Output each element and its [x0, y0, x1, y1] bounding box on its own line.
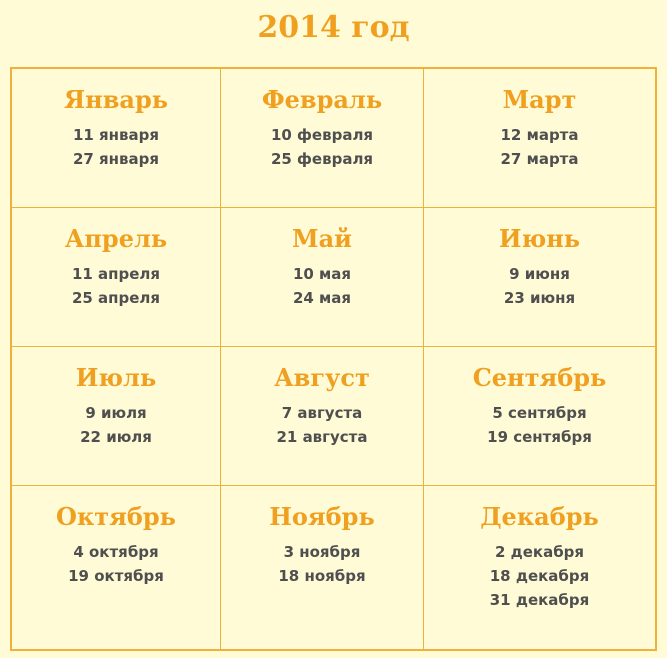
month-cell-december [424, 486, 655, 649]
date-list [221, 123, 423, 171]
date-item: 18 декабря [489, 567, 590, 585]
month-name: Апрель [64, 224, 168, 253]
date-item: 9 июля [85, 404, 147, 422]
month-cell-january [12, 69, 221, 208]
date-item: 11 января [72, 126, 160, 144]
month-name: Июль [75, 363, 157, 392]
date-item: 22 июля [80, 428, 152, 446]
month-cell-august [221, 347, 424, 486]
date-item: 18 ноября [278, 567, 366, 585]
date-item: 2 декабря [494, 543, 585, 561]
month-cell-november [221, 486, 424, 649]
date-item: 19 октября [68, 567, 164, 585]
months-grid [10, 67, 657, 651]
date-list [12, 262, 220, 310]
month-name: Июнь [498, 224, 581, 253]
date-item: 3 ноября [283, 543, 361, 561]
date-item: 23 июня [503, 289, 576, 307]
month-name: Сентябрь [472, 363, 607, 392]
month-cell-february [221, 69, 424, 208]
month-name: Октябрь [56, 502, 176, 531]
date-list [221, 401, 423, 449]
month-name: Май [292, 224, 352, 253]
date-item: 27 января [72, 150, 160, 168]
date-list [424, 123, 655, 171]
date-item: 25 апреля [71, 289, 161, 307]
month-name: Март [502, 85, 577, 114]
date-list [12, 123, 220, 171]
date-item: 4 октября [73, 543, 159, 561]
month-name: Декабрь [480, 502, 599, 531]
date-list [221, 540, 423, 588]
date-item: 12 марта [500, 126, 579, 144]
date-item: 7 августа [281, 404, 363, 422]
date-item: 25 февраля [270, 150, 374, 168]
date-item: 21 августа [276, 428, 368, 446]
month-cell-september [424, 347, 655, 486]
month-cell-october [12, 486, 221, 649]
month-cell-april [12, 208, 221, 347]
date-item: 19 сентября [487, 428, 592, 446]
date-list [424, 262, 655, 310]
date-item: 11 апреля [71, 265, 161, 283]
month-name: Январь [63, 85, 169, 114]
date-item: 9 июня [509, 265, 570, 283]
date-item: 10 февраля [270, 126, 374, 144]
month-cell-march [424, 69, 655, 208]
date-list [12, 540, 220, 588]
month-cell-july [12, 347, 221, 486]
month-cell-june [424, 208, 655, 347]
date-list [12, 401, 220, 449]
date-item: 10 мая [292, 265, 352, 283]
page-title: 2014 год [257, 10, 410, 45]
month-cell-may [221, 208, 424, 347]
date-item: 5 сентября [492, 404, 587, 422]
date-item: 24 мая [292, 289, 352, 307]
date-list [424, 540, 655, 612]
month-name: Февраль [261, 85, 383, 114]
month-name: Август [274, 363, 370, 392]
date-list [424, 401, 655, 449]
date-item: 27 марта [500, 150, 579, 168]
month-name: Ноябрь [269, 502, 375, 531]
date-item: 31 декабря [489, 591, 590, 609]
date-list [221, 262, 423, 310]
